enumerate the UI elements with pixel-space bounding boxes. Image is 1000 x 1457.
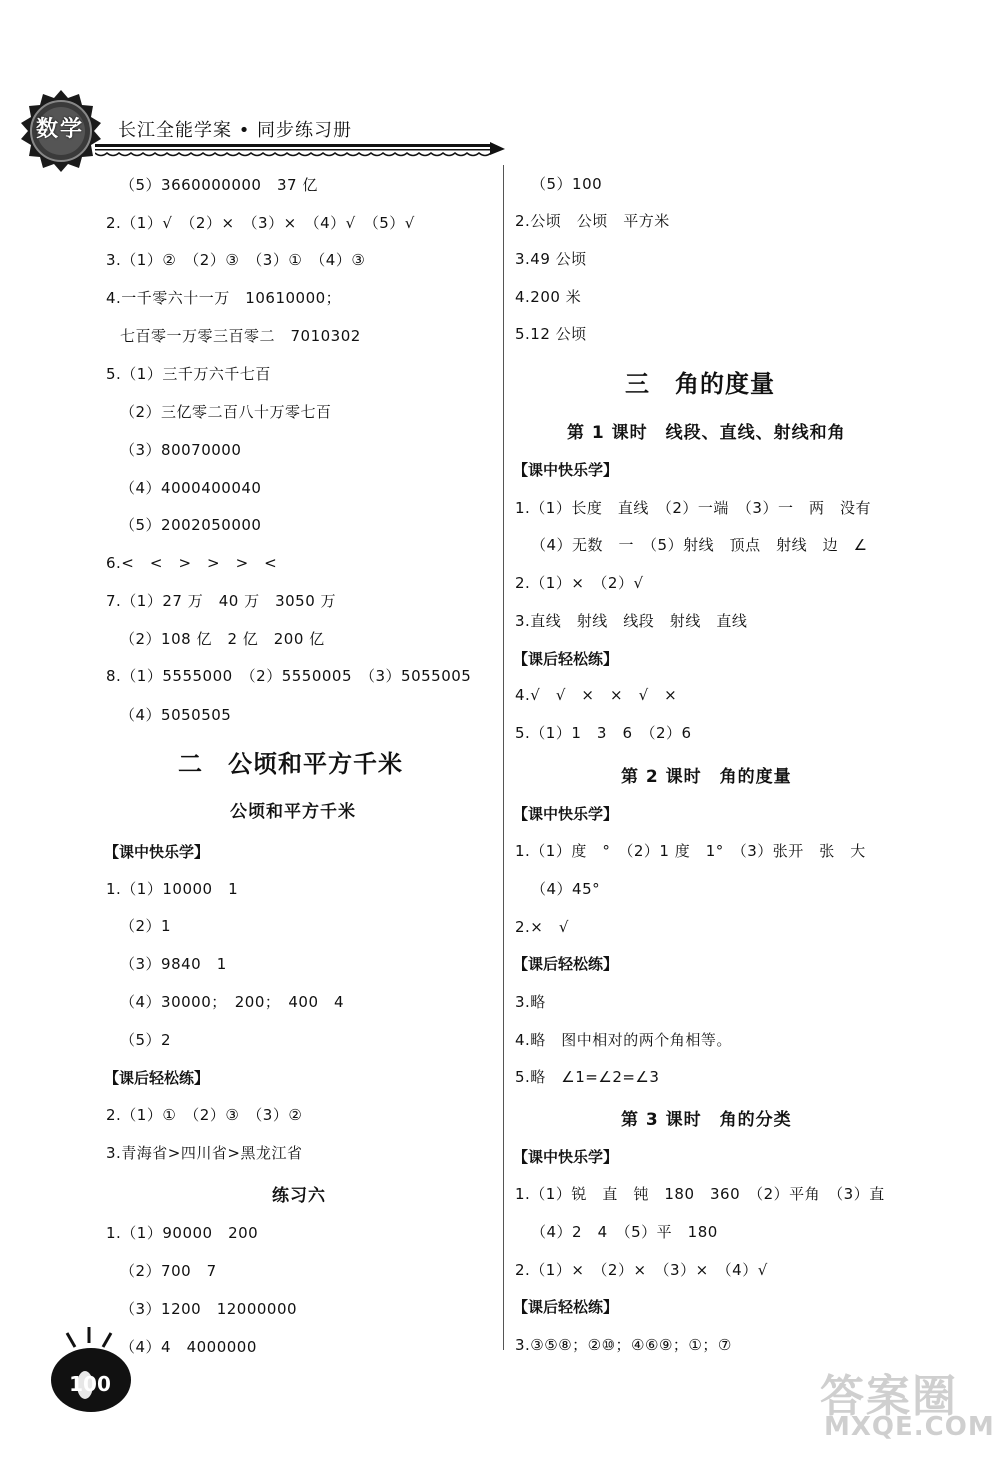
answer-line: 8.（1）5555000 （2）5550005 （3）5055005 xyxy=(106,667,472,685)
section-tag: 【课中快乐学】 xyxy=(513,805,619,823)
answer-line: （4）无数 一 （5）射线 顶点 射线 边 ∠ xyxy=(531,536,868,554)
page-header xyxy=(0,0,1000,190)
answer-line: 6.< < > > > < xyxy=(106,554,278,572)
answer-line: （4）4000400040 xyxy=(120,479,262,497)
answer-line: 2.（1）① （2）③ （3）② xyxy=(106,1106,303,1124)
answer-line: 5.略 ∠1=∠2=∠3 xyxy=(515,1068,660,1086)
answer-line: （5）100 xyxy=(531,175,603,193)
book-title: 长江全能学案 • 同步练习册 xyxy=(118,120,353,141)
answer-line: 3.青海省>四川省>黑龙江省 xyxy=(106,1144,303,1162)
answer-line: 4.200 米 xyxy=(515,288,582,306)
answer-line: 3.③⑤⑧；②⑩；④⑥⑨；①；⑦ xyxy=(515,1336,732,1354)
answer-line: 2.（1）√ （2）× （3）× （4）√ （5）√ xyxy=(106,214,415,232)
answer-line: （5）3660000000 37 亿 xyxy=(120,176,318,194)
answer-line: 7.（1）27 万 40 万 3050 万 xyxy=(106,592,337,610)
lesson-title: 第 1 课时 线段、直线、射线和角 xyxy=(567,423,846,443)
lesson-title: 第 2 课时 角的度量 xyxy=(621,767,792,787)
answer-line: 3.49 公顷 xyxy=(515,250,587,268)
page-number: 100 xyxy=(69,1372,111,1396)
answer-line: 1.（1）10000 1 xyxy=(106,880,239,898)
answer-line: 七百零一万零三百零二 7010302 xyxy=(120,327,361,345)
answer-line: （3）1200 12000000 xyxy=(120,1300,298,1318)
section-tag: 【课后轻松练】 xyxy=(513,650,619,668)
section-tag: 【课中快乐学】 xyxy=(513,461,619,479)
answer-line: （5）2 xyxy=(120,1031,172,1049)
page-number-badge-icon xyxy=(45,1325,135,1415)
answer-line: 4.一千零六十一万 10610000； xyxy=(106,289,342,307)
answer-line: 4.略 图中相对的两个角相等。 xyxy=(515,1031,732,1049)
answer-line: 2.公顷 公顷 平方米 xyxy=(515,212,670,230)
column-divider xyxy=(503,165,504,1350)
answer-line: （3）9840 1 xyxy=(120,955,227,973)
answer-line: 5.（1）三千万六千七百 xyxy=(106,365,271,383)
watermark xyxy=(820,1360,995,1450)
answer-line: 3.略 xyxy=(515,993,546,1011)
answer-line: 4.√ √ × × √ × xyxy=(515,686,678,704)
lesson-title: 第 3 课时 角的分类 xyxy=(621,1110,792,1130)
section-title: 公顷和平方千米 xyxy=(230,802,356,822)
section-tag: 【课中快乐学】 xyxy=(513,1148,619,1166)
exercise-title: 练习六 xyxy=(272,1186,326,1206)
section-tag: 【课中快乐学】 xyxy=(104,843,210,861)
answer-line: （2）700 7 xyxy=(120,1262,217,1280)
answer-line: （2）三亿零二百八十万零七百 xyxy=(120,403,332,421)
answer-line: （4）4 4000000 xyxy=(120,1338,257,1356)
answer-line: 1.（1）度 ° （2）1 度 1° （3）张开 张 大 xyxy=(515,842,866,860)
section-tag: 【课后轻松练】 xyxy=(513,955,619,973)
section-tag: 【课后轻松练】 xyxy=(104,1069,210,1087)
answer-line: （2）1 xyxy=(120,917,172,935)
logo-text: 数学 xyxy=(35,117,84,142)
answer-line: 3.（1）② （2）③ （3）① （4）③ xyxy=(106,251,366,269)
chapter-title: 二 公顷和平方千米 xyxy=(178,750,403,778)
section-tag: 【课后轻松练】 xyxy=(513,1298,619,1316)
chapter-title: 三 角的度量 xyxy=(625,370,775,398)
header-rule-decoration xyxy=(95,140,505,160)
answer-line: 3.直线 射线 线段 射线 直线 xyxy=(515,612,748,630)
answer-line: 5.（1）1 3 6 （2）6 xyxy=(515,724,692,742)
answer-line: 2.（1）× （2）√ xyxy=(515,574,644,592)
watermark-text: 答案圈 xyxy=(820,1371,958,1422)
answer-line: 1.（1）长度 直线 （2）一端 （3）一 两 没有 xyxy=(515,499,871,517)
answer-line: 2.（1）× （2）× （3）× （4）√ xyxy=(515,1261,768,1279)
watermark-url: MXQE.COM xyxy=(824,1412,995,1442)
answer-line: （4）30000； 200； 400 4 xyxy=(120,993,345,1011)
answer-line: 2.× √ xyxy=(515,918,569,936)
answer-line: 1.（1）90000 200 xyxy=(106,1224,259,1242)
answer-line: （3）80070000 xyxy=(120,441,242,459)
answer-line: 1.（1）锐 直 钝 180 360 （2）平角 （3）直 xyxy=(515,1185,885,1203)
answer-line: （4）2 4 （5）平 180 xyxy=(531,1223,718,1241)
answer-line: （4）45° xyxy=(531,880,601,898)
answer-line: （5）2002050000 xyxy=(120,516,262,534)
answer-line: （4）5050505 xyxy=(120,706,232,724)
answer-line: （2）108 亿 2 亿 200 亿 xyxy=(120,630,325,648)
answer-line: 5.12 公顷 xyxy=(515,325,587,343)
